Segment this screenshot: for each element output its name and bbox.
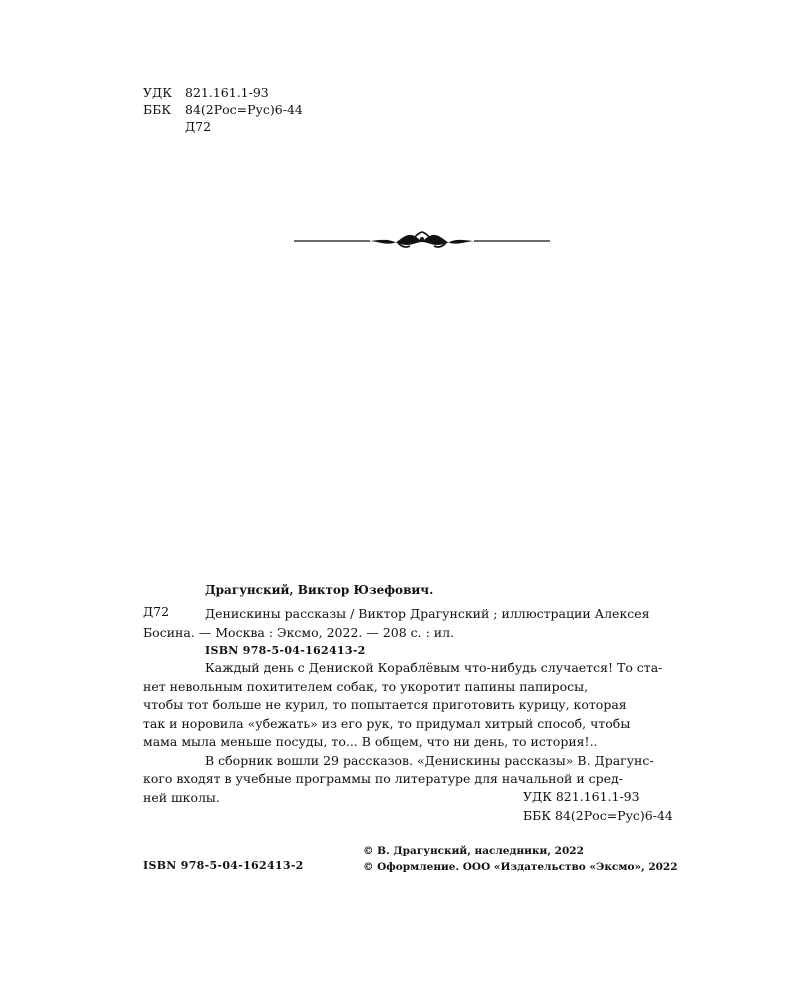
top-classification-codes xyxy=(143,84,303,135)
annotation-line: Каждый день с Дениской Кораблёвым что-нибудь случается! То ста- xyxy=(205,660,663,675)
bottom-classification-codes xyxy=(523,787,673,825)
author-mark: Д72 xyxy=(143,604,170,619)
bbk-value: 84(2Рос=Рус)6-44 xyxy=(185,102,303,117)
annotation-line: В сборник вошли 29 рассказов. «Денискины рассказы» В. Драгунс- xyxy=(205,752,654,768)
annotation-line: так и норовила «убежать» из его рук, то придумал хитрый способ, чтобы xyxy=(143,715,631,731)
annotation-line: ней школы. xyxy=(143,789,220,805)
biblio-line: Босина. — Москва : Эксмо, 2022. — 208 с. : ил. xyxy=(143,625,455,640)
annotation-line: кого входят в учебные программы по литературе для начальной и сред- xyxy=(143,771,623,786)
udk-label: УДК xyxy=(143,85,172,100)
author-mark-top: Д72 xyxy=(185,119,212,134)
copyright-design: © Оформление. ООО «Издательство «Эксмо», 2022 xyxy=(363,861,678,873)
bbk-code: ББК 84(2Рос=Рус)6-44 xyxy=(523,808,673,823)
annotation xyxy=(143,659,700,807)
udk-code: УДК 821.161.1-93 xyxy=(523,789,640,804)
annotation-line: мама мыла меньше посуды, то... В общем, что ни день, то история!.. xyxy=(143,734,598,749)
copyright-author: © В. Драгунский, наследники, 2022 xyxy=(363,845,584,857)
author-heading: Драгунский, Виктор Юзефович. xyxy=(205,583,434,597)
copyright-block xyxy=(363,843,678,875)
bbk-label: ББК xyxy=(143,102,172,117)
udk-line xyxy=(143,84,303,101)
annotation-line: нет невольным похитителем собак, то укоротит папины папиросы, xyxy=(143,678,589,694)
isbn-record: ISBN 978-5-04-162413-2 xyxy=(205,644,366,657)
biblio-line: Денискины рассказы / Виктор Драгунский ; иллюстрации Алексея xyxy=(205,606,650,621)
isbn-footer: ISBN 978-5-04-162413-2 xyxy=(143,859,304,872)
bbk-line xyxy=(143,101,303,118)
ornamental-divider-icon xyxy=(294,229,550,253)
udk-value: 821.161.1-93 xyxy=(185,85,269,100)
annotation-line: чтобы тот больше не курил, то попытается приготовить курицу, которая xyxy=(143,697,627,712)
